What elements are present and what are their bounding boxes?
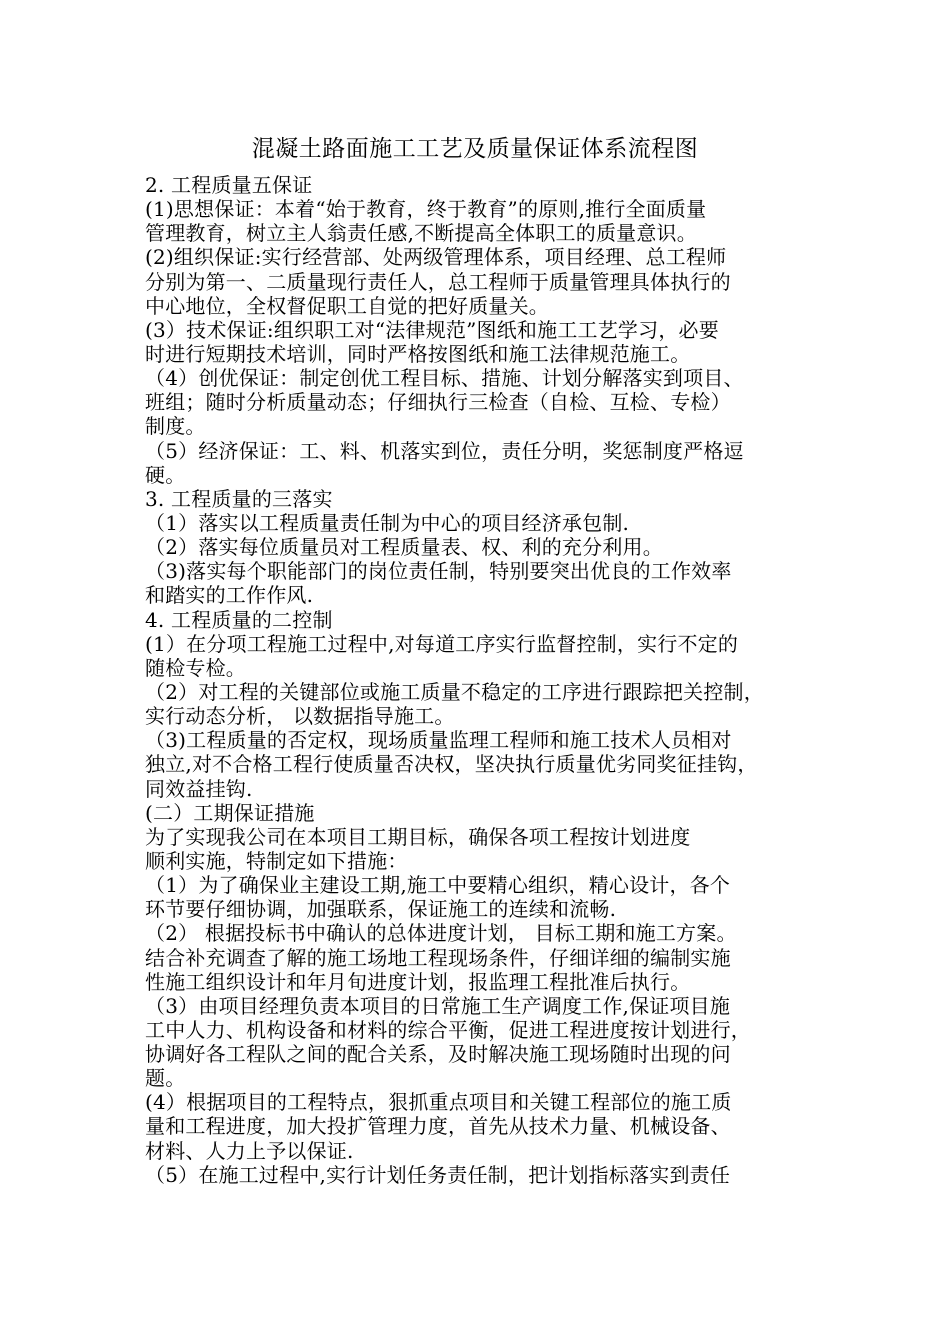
text-line: （3)工程质量的否定权，现场质量监理工程师和施工技术人员相对 — [145, 728, 732, 753]
text-line: (1）在分项工程施工过程中,对每道工序实行监督控制，实行不定的 — [145, 631, 739, 656]
text-line: （5）经济保证：工、料、机落实到位，责任分明，奖惩制度严格逗 — [145, 438, 744, 463]
text-line: 制度。 — [145, 414, 206, 439]
document-body — [145, 173, 815, 1187]
text-line: 量和工程进度，加大投扩管理力度，首先从技术力量、机械设备、 — [145, 1114, 731, 1139]
text-line: （1）为了确保业主建设工期,施工中要精心组织，精心设计，各个 — [145, 873, 731, 898]
text-line: 实行动态分析， 以数据指导施工。 — [145, 704, 455, 729]
text-line: 分别为第一、二质量现行责任人，总工程师于质量管理具体执行的 — [145, 269, 731, 294]
text-line: (4）根据项目的工程特点，狠抓重点项目和关键工程部位的施工质 — [145, 1090, 732, 1115]
text-line: 顺利实施，特制定如下措施： — [145, 848, 408, 873]
text-line: 结合补充调查了解的施工场地工程现场条件，仔细详细的编制实施 — [145, 945, 731, 970]
text-line: 性施工组织设计和年月旬进度计划，报监理工程批准后执行。 — [145, 969, 691, 994]
text-line: 时进行短期技术培训，同时严格按图纸和施工法律规范施工。 — [145, 341, 691, 366]
text-line: 为了实现我公司在本项目工期目标，确保各项工程按计划进度 — [145, 824, 691, 849]
text-line: （2） 根据投标书中确认的总体进度计划， 目标工期和施工方案。 — [145, 921, 737, 946]
text-line: (1)思想保证：本着“始于教育，终于教育”的原则,推行全面质量 — [145, 197, 707, 222]
text-line: 班组；随时分析质量动态；仔细执行三检查（自检、互检、专检） — [145, 390, 731, 415]
text-line: (2)组织保证:实行经营部、处两级管理体系，项目经理、总工程师 — [145, 245, 727, 270]
text-line: (二）工期保证措施 — [145, 800, 315, 825]
document-title: 混凝土路面施工工艺及质量保证体系流程图 — [251, 136, 699, 162]
text-line: 中心地位，全权督促职工自觉的把好质量关。 — [145, 293, 549, 318]
text-line: 3. 工程质量的三落实 — [145, 486, 333, 511]
text-line: 4. 工程质量的二控制 — [145, 607, 333, 632]
text-line: （4）创优保证：制定创优工程目标、措施、计划分解落实到项目、 — [145, 366, 744, 391]
text-line: 随检专检。 — [145, 655, 246, 680]
text-line: （2）对工程的关键部位或施工质量不稳定的工序进行跟踪把关控制， — [145, 679, 764, 704]
text-line: 材料、人力上予以保证. — [145, 1138, 354, 1163]
text-line: 题。 — [145, 1066, 186, 1091]
text-line: 管理教育，树立主人翁责任感,不断提高全体职工的质量意识。 — [145, 221, 697, 246]
text-line: （2）落实每位质量员对工程质量表、权、利的充分利用。 — [145, 535, 663, 560]
text-line: （1）落实以工程质量责任制为中心的项目经济承包制. — [145, 510, 630, 535]
text-line: 和踏实的工作作风. — [145, 583, 314, 608]
text-line: （5）在施工过程中,实行计划任务责任制，把计划指标落实到责任 — [145, 1162, 731, 1187]
text-line: (3）技术保证:组织职工对“法律规范”图纸和施工工艺学习，必要 — [145, 317, 719, 342]
text-line: （3）由项目经理负责本项目的日常施工生产调度工作,保证项目施 — [145, 993, 731, 1018]
text-line: 环节要仔细协调，加强联系，保证施工的连续和流畅. — [145, 897, 617, 922]
text-line: 工中人力、机构设备和材料的综合平衡，促进工程进度按计划进行， — [145, 1017, 751, 1042]
text-line: 协调好各工程队之间的配合关系，及时解决施工现场随时出现的问 — [145, 1042, 731, 1067]
text-line: 同效益挂钩. — [145, 776, 253, 801]
text-line: （3)落实每个职能部门的岗位责任制，特别要突出优良的工作效率 — [145, 559, 732, 584]
text-line: 独立,对不合格工程行使质量否决权，坚决执行质量优劣同奖征挂钩， — [145, 752, 758, 777]
text-line: 硬。 — [145, 462, 186, 487]
text-line: 2. 工程质量五保证 — [145, 173, 313, 197]
